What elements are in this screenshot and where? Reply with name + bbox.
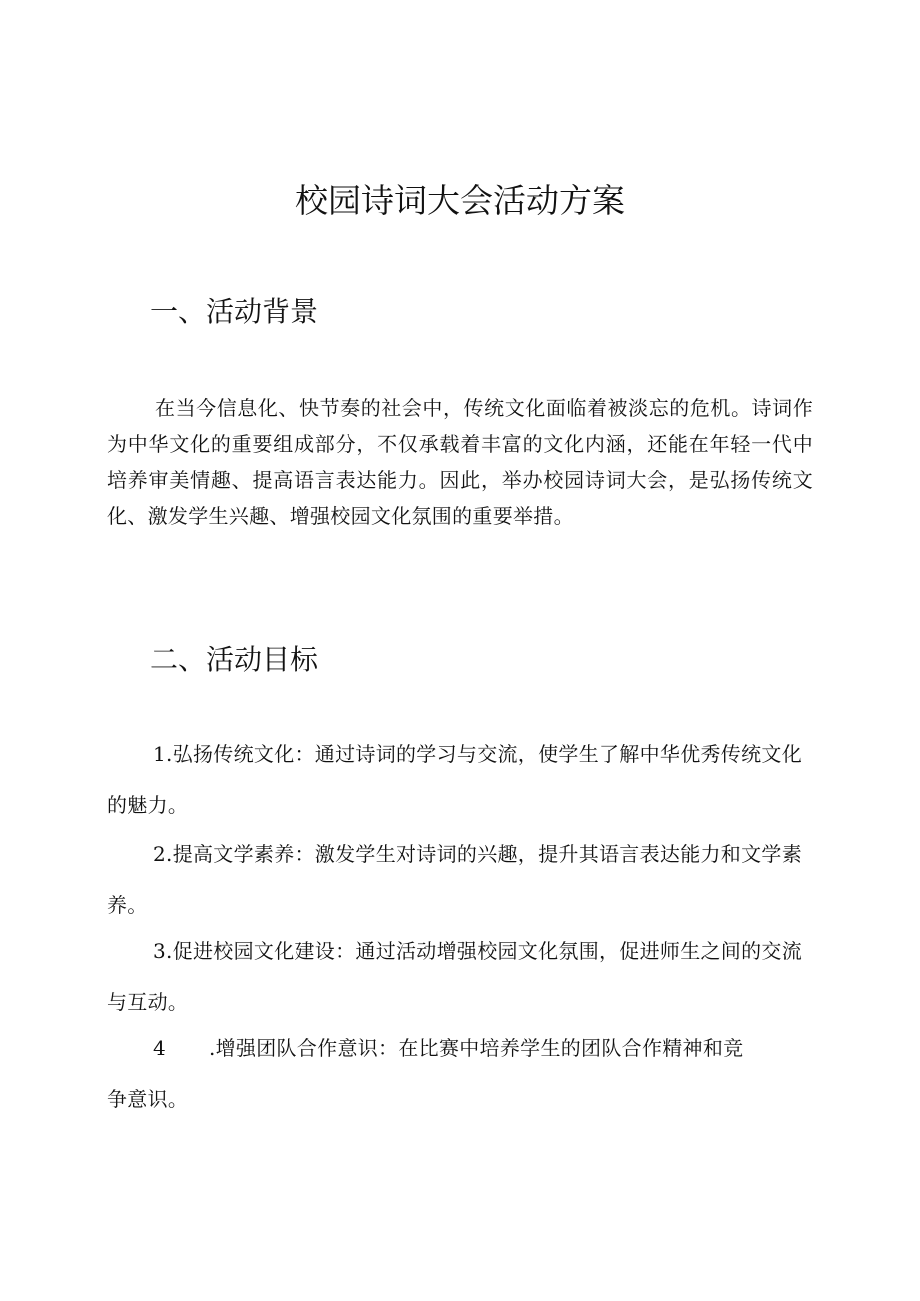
goal-number: 1 [153, 742, 167, 766]
goal-text-line1: .增强团队合作意识：在比赛中培养学生的团队合作精神和竞 [209, 1036, 744, 1060]
goal-text-line1: .提高文学素养：激发学生对诗词的兴趣，提升其语言表达能力和文学素 [166, 842, 802, 866]
goal-item-1 [107, 729, 813, 831]
goal-item-2 [107, 829, 813, 931]
section-heading-background: 一、活动背景 [150, 295, 319, 328]
background-paragraph-text: 在当今信息化、快节奏的社会中，传统文化面临着被淡忘的危机。诗词作为中华文化的重要组成部分，不仅承载着丰富的文化内涵，还能在年轻一代中培养审美情趣、提高语言表达能力。因此，举办校园诗词大会，是弘扬传统文化、激发学生兴趣、增强校园文化氛围的重要举措。 [107, 396, 813, 528]
goal-item-3 [107, 926, 813, 1028]
goal-number: 2 [153, 842, 167, 866]
goal-number: 3 [153, 939, 167, 963]
background-paragraph [107, 390, 813, 534]
goal-text-line1: .促进校园文化建设：通过活动增强校园文化氛围，促进师生之间的交流 [166, 939, 802, 963]
goal-text-line2: 的魅力。 [107, 793, 189, 817]
goal-number: 4 [153, 1036, 167, 1060]
goal-text-line2: 与互动。 [107, 990, 189, 1014]
goal-text-line1: .弘扬传统文化：通过诗词的学习与交流，使学生了解中华优秀传统文化 [166, 742, 802, 766]
document-title: 校园诗词大会活动方案 [295, 181, 625, 220]
goal-text-line2: 争意识。 [107, 1087, 189, 1111]
section-heading-goals: 二、活动目标 [150, 643, 319, 676]
goal-item-4 [107, 1023, 813, 1125]
goal-text-line2: 养。 [107, 893, 148, 917]
